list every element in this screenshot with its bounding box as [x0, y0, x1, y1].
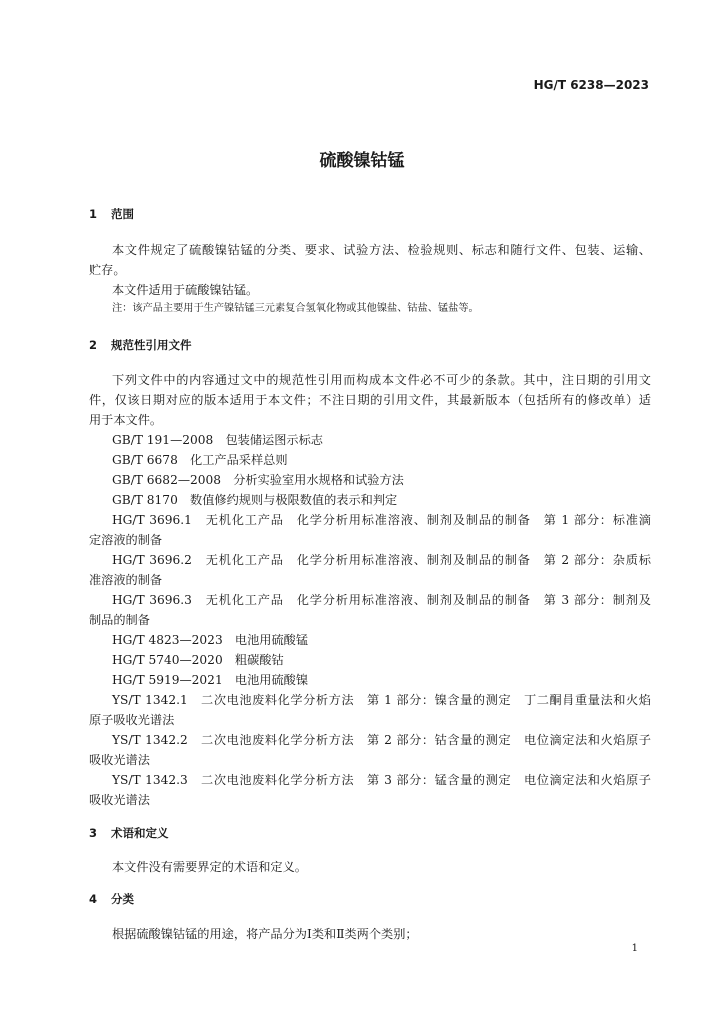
reference-item: HG/T 5919—2021 电池用硫酸镍	[112, 673, 309, 687]
reference-item: HG/T 3696.1 无机化工产品 化学分析用标准溶液、制剂及制品的制备 第 1 部分：标准滴	[112, 513, 651, 527]
reference-item: GB/T 191—2008 包装储运图示标志	[112, 433, 323, 447]
section-3-heading	[89, 825, 169, 841]
paragraph-line: 贮存。	[89, 263, 126, 277]
section-title: 范围	[111, 207, 134, 221]
section-number: 3	[89, 826, 98, 840]
reference-item-cont: 准溶液的制备	[89, 573, 163, 587]
document-title: 硫酸镍钴锰	[319, 151, 405, 171]
section-4-heading	[89, 891, 134, 907]
paragraph-line: 件，仅该日期对应的版本适用于本文件；不注日期的引用文件，其最新版本（包括所有的修改单）适	[89, 393, 651, 407]
reference-item: YS/T 1342.1 二次电池废料化学分析方法 第 1 部分：镍含量的测定 丁二酮肙重量法和火焰	[112, 693, 651, 707]
reference-item: YS/T 1342.3 二次电池废料化学分析方法 第 3 部分：锰含量的测定 电位滴定法和火焰原子	[112, 773, 651, 787]
section-number: 4	[89, 892, 98, 906]
reference-item: HG/T 3696.3 无机化工产品 化学分析用标准溶液、制剂及制品的制备 第 3 部分：制剂及	[112, 593, 651, 607]
reference-item: GB/T 6682—2008 分析实验室用水规格和试验方法	[112, 473, 404, 487]
reference-item: YS/T 1342.2 二次电池废料化学分析方法 第 2 部分：钴含量的测定 电位滴定法和火焰原子	[112, 733, 651, 747]
reference-item: HG/T 3696.2 无机化工产品 化学分析用标准溶液、制剂及制品的制备 第 2 部分：杂质标	[112, 553, 651, 567]
reference-item: GB/T 8170 数值修约规则与极限数值的表示和判定	[112, 493, 398, 507]
paragraph-line: 本文件规定了硫酸镍钴锰的分类、要求、试验方法、检验规则、标志和随行文件、包装、运输、	[112, 243, 651, 257]
reference-item: GB/T 6678 化工产品采样总则	[112, 453, 288, 467]
section-2-heading	[89, 337, 192, 353]
reference-item-cont: 制品的制备	[89, 613, 150, 627]
reference-item-cont: 定溶液的制备	[89, 533, 163, 547]
paragraph-line: 本文件适用于硫酸镍钴锰。	[112, 283, 259, 297]
paragraph-line: 下列文件中的内容通过文中的规范性引用而构成本文件必不可少的条款。其中，注日期的引用文	[112, 373, 651, 387]
reference-item-cont: 吸收光谱法	[89, 753, 150, 767]
reference-item-cont: 吸收光谱法	[89, 793, 150, 807]
section-number: 1	[89, 207, 98, 221]
section-title: 分类	[111, 892, 134, 906]
section-title: 规范性引用文件	[111, 338, 192, 352]
paragraph-line: 本文件没有需要界定的术语和定义。	[112, 860, 307, 874]
reference-item: HG/T 4823—2023 电池用硫酸锰	[112, 633, 309, 647]
section-title: 术语和定义	[111, 826, 169, 840]
reference-item: HG/T 5740—2020 粗碳酸钴	[112, 653, 284, 667]
standard-code: HG/T 6238—2023	[533, 78, 649, 92]
page-number: 1	[631, 943, 638, 954]
section-1-heading	[89, 206, 134, 222]
paragraph-line: 根据硫酸镍钴锰的用途，将产品分为Ⅰ类和Ⅱ类两个类别；	[112, 927, 418, 941]
note: 注：该产品主要用于生产镍钴锰三元素复合氢氧化物或其他镍盐、钴盐、锰盐等。	[112, 303, 479, 314]
reference-item-cont: 原子吸收光谱法	[89, 713, 175, 727]
section-number: 2	[89, 338, 98, 352]
paragraph-line: 用于本文件。	[89, 413, 163, 427]
